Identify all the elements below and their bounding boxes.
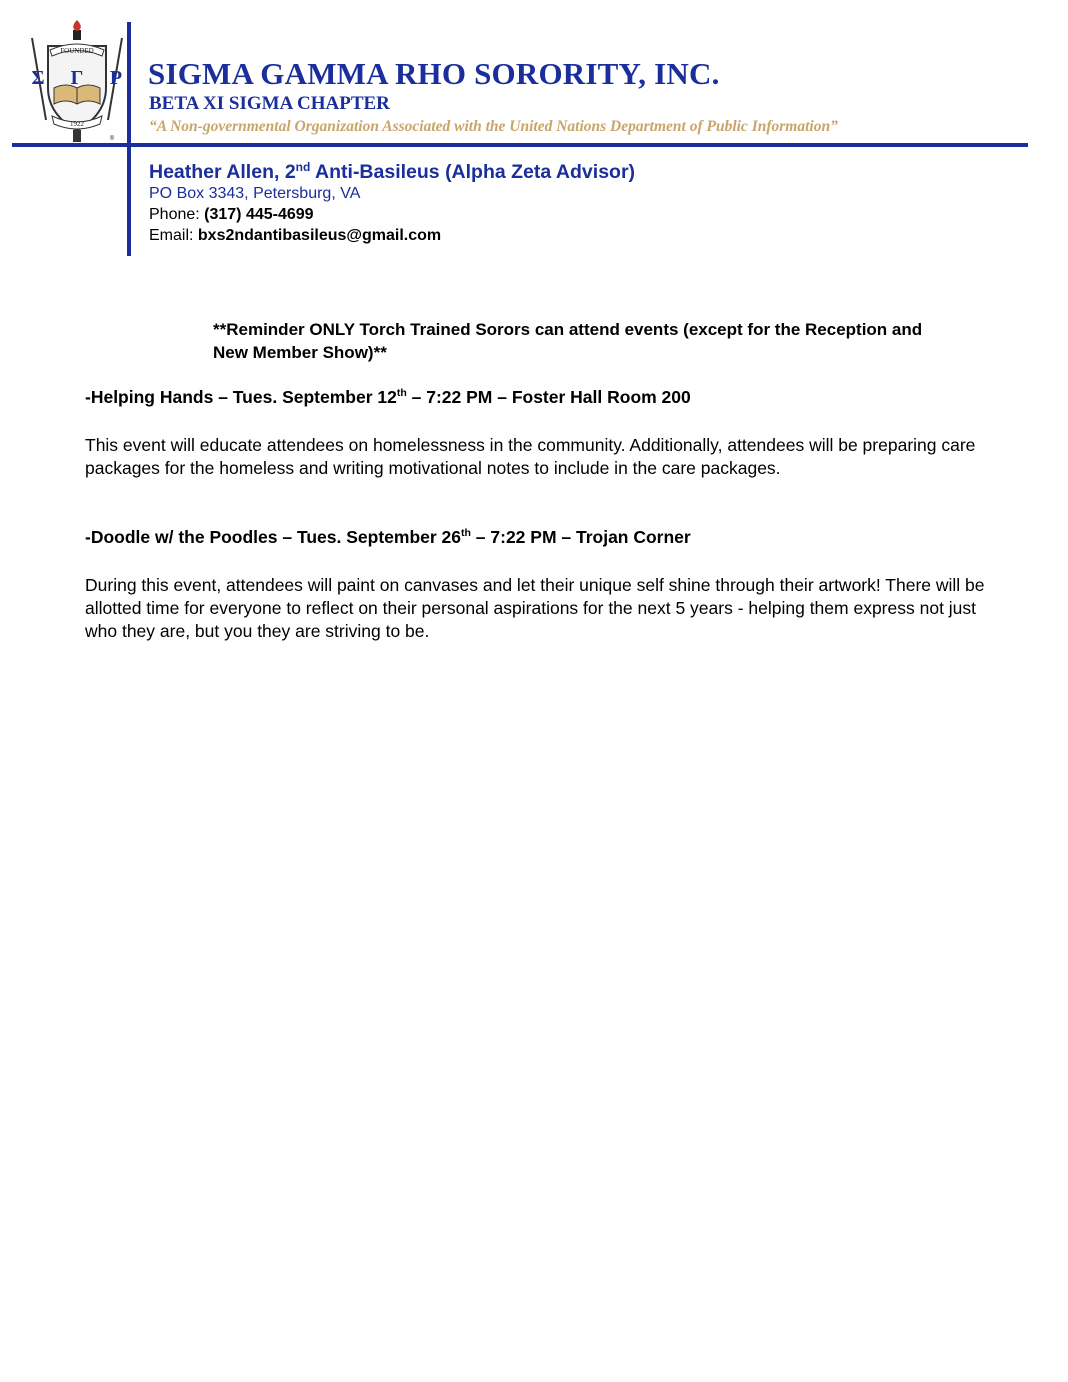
event-description-helping-hands: This event will educate attendees on homelessness in the community. Additionally, attendees will be preparing care packages for the homeless and writing motivational notes to include in the care packages.	[85, 435, 976, 478]
email-label: Email:	[149, 227, 198, 244]
organization-name: SIGMA GAMMA RHO SORORITY, INC.	[148, 56, 720, 91]
sorority-crest-logo	[26, 20, 128, 144]
event-heading-details: – 7:22 PM – Foster Hall Room 200	[406, 387, 691, 407]
phone-label: Phone:	[149, 206, 205, 223]
crest-registered-mark: ®	[109, 136, 115, 142]
contact-name-text: Heather Allen, 2	[149, 161, 296, 183]
letterhead-horizontal-rule	[12, 143, 1028, 147]
contact-address: PO Box 3343, Petersburg, VA	[149, 185, 361, 202]
chapter-name: BETA XI SIGMA CHAPTER	[149, 93, 390, 114]
event-description-doodle-poodles: During this event, attendees will paint on canvases and let their unique self shine through their artwork! There will be allotted time for everyone to reflect on their personal aspirations for the next 5 years - helping them express not just who they are, but you they are striving to be.	[85, 575, 985, 641]
crest-letter-rho: Ρ	[109, 67, 123, 89]
event-heading-text: -Helping Hands – Tues. September 12	[85, 387, 397, 407]
contact-name-superscript: nd	[295, 160, 311, 174]
crest-year-text: 1922	[70, 120, 84, 128]
contact-title-text: Anti-Basileus (Alpha Zeta Advisor)	[310, 161, 636, 183]
event-heading-text: -Doodle w/ the Poodles – Tues. September 26	[85, 527, 462, 547]
event-heading-superscript: th	[396, 387, 407, 399]
phone-number: (317) 445-4699	[204, 206, 314, 223]
event-heading-superscript: th	[461, 527, 471, 539]
crest-letter-sigma: Σ	[31, 67, 45, 89]
contact-name	[149, 160, 635, 184]
organization-tagline: “A Non-governmental Organization Associated with the United Nations Department of Public Information”	[149, 118, 838, 135]
event-heading-helping-hands	[85, 387, 691, 408]
crest-letter-gamma: Γ	[70, 67, 84, 89]
event-heading-details: – 7:22 PM – Trojan Corner	[470, 527, 691, 547]
event-heading-doodle-poodles	[85, 527, 691, 548]
contact-phone	[149, 206, 314, 224]
crest-founded-text: FOUNDED	[60, 47, 94, 55]
email-address: bxs2ndantibasileus@gmail.com	[197, 227, 442, 244]
contact-email	[149, 227, 441, 245]
attendance-reminder: **Reminder ONLY Torch Trained Sorors can attend events (except for the Reception and New Member Show)**	[213, 320, 923, 362]
